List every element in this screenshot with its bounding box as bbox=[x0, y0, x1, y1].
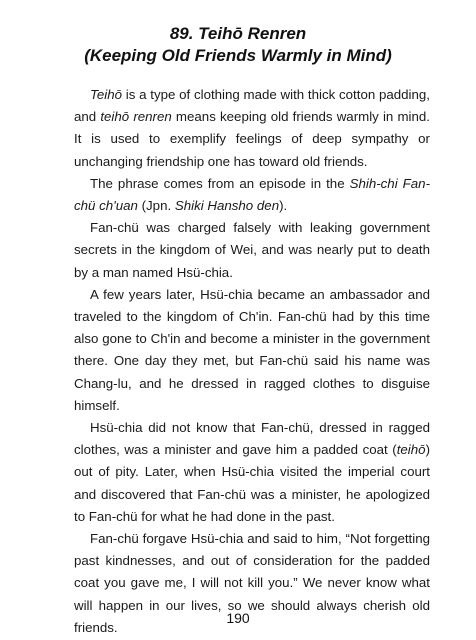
text-span: ) out of pity. Later, when Hsü-chia visited the imperial court and discovered that Fan-chü was a minister, he apologized to Fan-chü for what he had done in the past. bbox=[74, 442, 430, 524]
chapter-subtitle: (Keeping Old Friends Warmly in Mind) bbox=[84, 46, 392, 65]
chapter-title: 89. Teihō Renren bbox=[169, 24, 307, 43]
text-span: Fan-chü forgave Hsü-chia and said to him, “Not forgetting past kindnesses, and out of consideration for the padded coat you gave me, I will not kill you.” We never know what will happen in our lives, so we should always cherish old friends. bbox=[74, 531, 430, 635]
text-span: is a type of clothing made with thick cotton padding, and bbox=[74, 87, 430, 125]
text-span: Fan-chü was charged falsely with leaking government secrets in the kingdom of Wei, and was nearly put to death by a man named Hsü-chia. bbox=[74, 220, 430, 280]
term-teiho-inline: teihō bbox=[396, 442, 426, 458]
source-title-japanese: Shiki Hansho den bbox=[174, 198, 280, 214]
paragraph-2 bbox=[74, 173, 430, 217]
paragraph-4 bbox=[74, 284, 430, 417]
page-number: 190 bbox=[226, 610, 250, 626]
paragraph-5 bbox=[74, 417, 430, 528]
term-teiho: Teihō bbox=[90, 87, 123, 102]
source-title: Shih-chi Fan-chü ch'uan bbox=[74, 175, 430, 214]
text-span: means keeping old friends warmly in mind. It is used to exemplify feelings of deep sympathy or unchanging friendship one has toward old friends. bbox=[74, 109, 430, 169]
text-span: (Jpn. bbox=[137, 198, 175, 214]
text-span: A few years later, Hsü-chia became an ambassador and traveled to the kingdom of Ch'in. Fan-chü had by this time also gone to Ch'in and become a minister in the government there. One day they met, but Fan-chü said his name was Chang-lu, and he dressed in ragged clothes to disguise himself. bbox=[74, 286, 430, 413]
text-span: ). bbox=[279, 198, 288, 214]
term-teiho-renren: teihō renren bbox=[100, 109, 172, 125]
text-span: The phrase comes from an episode in the bbox=[90, 175, 350, 191]
paragraph-3 bbox=[74, 217, 430, 284]
text-span: Hsü-chia did not know that Fan-chü, dressed in ragged clothes, was a minister and gave him a padded coat ( bbox=[74, 420, 430, 458]
body-text bbox=[74, 84, 430, 639]
paragraph-1 bbox=[74, 84, 430, 173]
